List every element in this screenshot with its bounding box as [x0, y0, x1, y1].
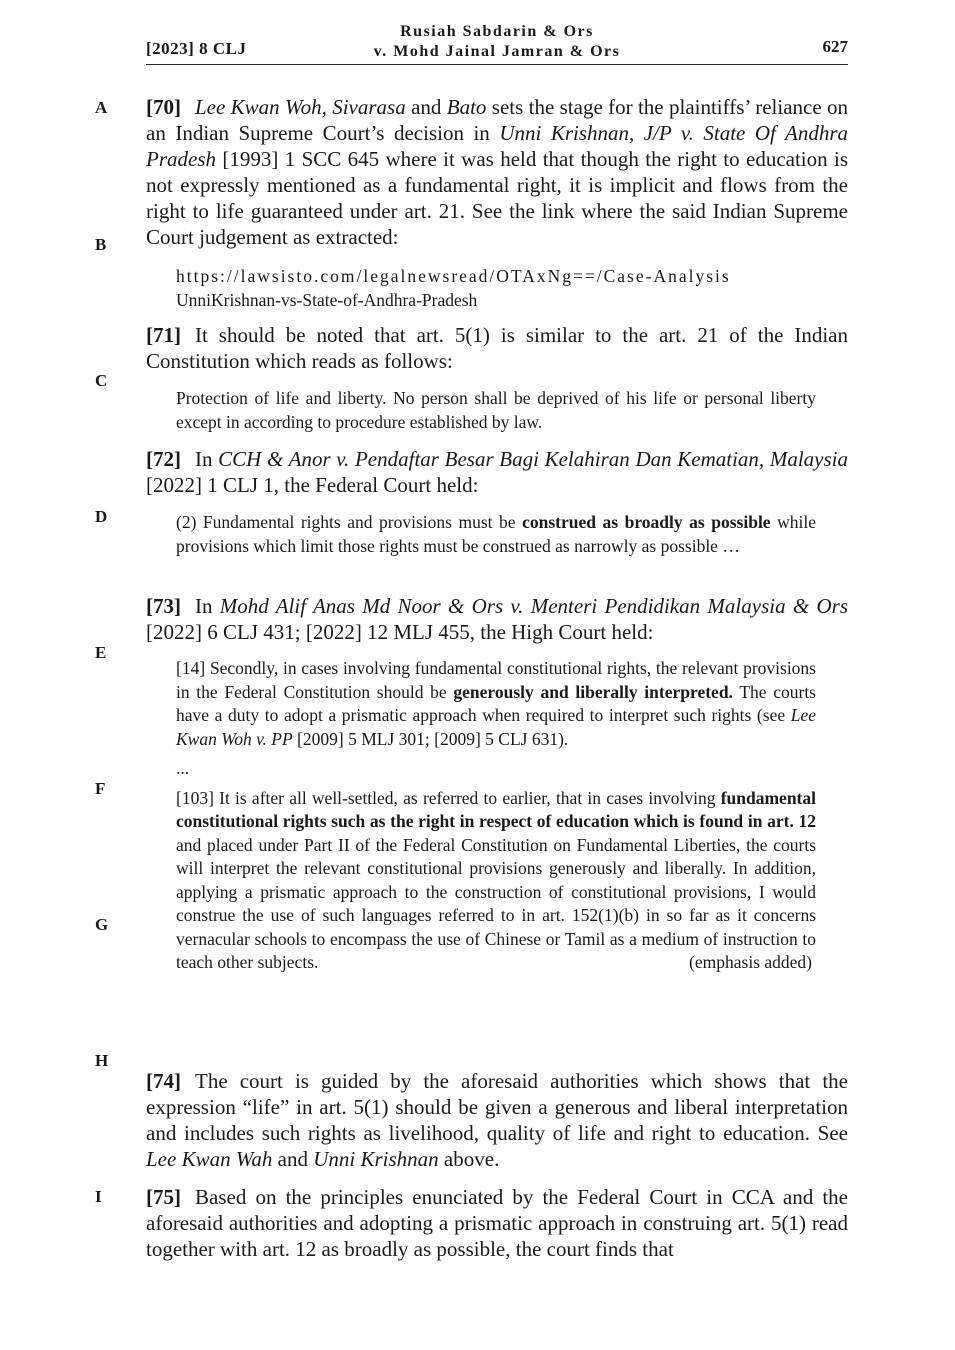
emphasis-note: (emphasis added) [689, 952, 812, 972]
case-name: Lee Kwan Woh, Sivarasa [195, 95, 406, 119]
text-run: [103] It is after all well-settled, as referred to earlier, that in cases involving [176, 787, 721, 808]
header-case-line2: v. Mohd Jainal Jamran & Ors [373, 43, 621, 60]
margin-letter-f: F [95, 779, 106, 798]
text-run: In [195, 447, 219, 471]
text-run: and placed under Part II of the Federal Constitution on Fundamental Liberties, the courts will interpret the relevant constitutional provisions generously and liberally. In addition, applying a prismatic approach to the construction of constitutional provisions, I would construe the use of such languages referred to in art. 152(1)(b) in so far as it concerns vernacular schools to encompass the use of Chinese or Tamil as a medium of instruction to teach other subjects. [176, 834, 816, 972]
text-run: It should be noted that art. 5(1) is similar to the art. 21 of the Indian Constitution which reads as follows: [146, 323, 848, 373]
link-line-1: https://lawsisto.com/legalnewsread/OTAxNg==/Case-Analysis [176, 266, 731, 286]
page-number: 627 [822, 37, 848, 56]
case-name: Mohd Alif Anas Md Noor & Ors v. Menteri Pendidikan Malaysia & Ors [219, 594, 848, 618]
text-run: while provisions which limit those rights must be construed as narrowly as possible … [176, 512, 816, 556]
text-run: Based on the principles enunciated by the Federal Court in CCA and the aforesaid authorities and adopting a prismatic approach in construing art. 5(1) read together with art. 12 as broadly as possible, the court finds that [146, 1185, 848, 1261]
emphasis-text: generously and liberally interpreted. [453, 681, 733, 702]
emphasis-text: fundamental constitutional rights such as the right in respect of education which is found in art. 12 [176, 787, 816, 831]
case-name: Bato [446, 95, 487, 119]
margin-letter-a: A [95, 98, 108, 117]
text-run: (2) Fundamental rights and provisions must be [176, 512, 523, 532]
text-run: The court is guided by the aforesaid authorities which shows that the expression “life” in art. 5(1) should be given a generous and liberal interpretation and includes such rights as livelihood, quality of life and right to education. See [146, 1069, 848, 1145]
text-run: [2022] 6 CLJ 431; [2022] 12 MLJ 455, the High Court held: [146, 620, 654, 644]
paragraph-72 [146, 446, 848, 498]
quote-high-court [146, 657, 848, 975]
paragraph-number: [73] [146, 594, 181, 618]
paragraph-74 [146, 1068, 848, 1172]
paragraph-73 [146, 593, 848, 645]
margin-letter-h: H [95, 1051, 109, 1070]
paragraph-71 [146, 322, 848, 374]
case-name: Unni Krishnan, J/P v. State Of Andhra Pradesh [146, 121, 848, 171]
margin-letter-c: C [95, 371, 108, 390]
case-name: Lee Kwan Woh v. PP [176, 705, 816, 749]
text-run: [2009] 5 MLJ 301; [2009] 5 CLJ 631). [292, 728, 569, 749]
paragraph-70 [146, 94, 848, 250]
paragraph-number: [72] [146, 447, 181, 471]
text-run: [14] Secondly, in cases involving fundamental constitutional rights, the relevant provisions in the Federal Constitution should be [176, 658, 816, 702]
case-name: CCH & Anor v. Pendaftar Besar Bagi Kelahiran Dan Kematian, Malaysia [218, 447, 848, 471]
paragraph-number: [70] [146, 95, 181, 119]
margin-letter-i: I [95, 1187, 102, 1206]
case-name: Unni Krishnan [313, 1147, 439, 1171]
running-header [146, 22, 848, 65]
paragraph-number: [74] [146, 1069, 181, 1093]
text-run: The courts have a duty to adopt a prismatic approach when required to interpret such rights (see [176, 681, 816, 725]
text-run: and [272, 1147, 314, 1171]
quote-ellipsis: ... [176, 758, 190, 778]
paragraph-number: [71] [146, 323, 181, 347]
case-link [146, 265, 848, 312]
emphasis-text: construed as broadly as possible [522, 512, 771, 532]
text-run: sets the stage for the plaintiffs’ reliance on an Indian Supreme Court’s decision in [146, 95, 849, 145]
quote-federal-court [146, 511, 848, 558]
quote-paragraph-14 [146, 657, 848, 751]
header-citation: [2023] 8 CLJ [146, 39, 247, 58]
text-run: [1993] 1 SCC 645 where it was held that though the right to education is not expressly mentioned as a fundamental right, it is implicit and flows from the right to life guaranteed under art. 21. See the link where the said Indian Supreme Court judgement as extracted: [146, 147, 848, 249]
margin-letter-g: G [95, 915, 109, 934]
paragraph-75 [146, 1184, 848, 1262]
margin-letter-d: D [95, 507, 108, 526]
quote-text: Protection of life and liberty. No person shall be deprived of his life or personal liberty except in according to procedure established by law. [176, 388, 816, 432]
link-line-2: UnniKrishnan-vs-State-of-Andhra-Pradesh [176, 289, 478, 310]
text-run: above. [438, 1147, 500, 1171]
quote-paragraph-103 [146, 787, 848, 975]
text-run: and [405, 95, 447, 119]
quote-article-21 [146, 387, 848, 434]
text-run: In [195, 594, 220, 618]
header-case-line1: Rusiah Sabdarin & Ors [400, 23, 594, 40]
header-case-title [146, 22, 848, 62]
case-name: Lee Kwan Wah [146, 1147, 273, 1171]
paragraph-number: [75] [146, 1185, 181, 1209]
text-run: [2022] 1 CLJ 1, the Federal Court held: [146, 473, 479, 497]
margin-letter-e: E [95, 643, 107, 662]
margin-letter-b: B [95, 235, 107, 254]
